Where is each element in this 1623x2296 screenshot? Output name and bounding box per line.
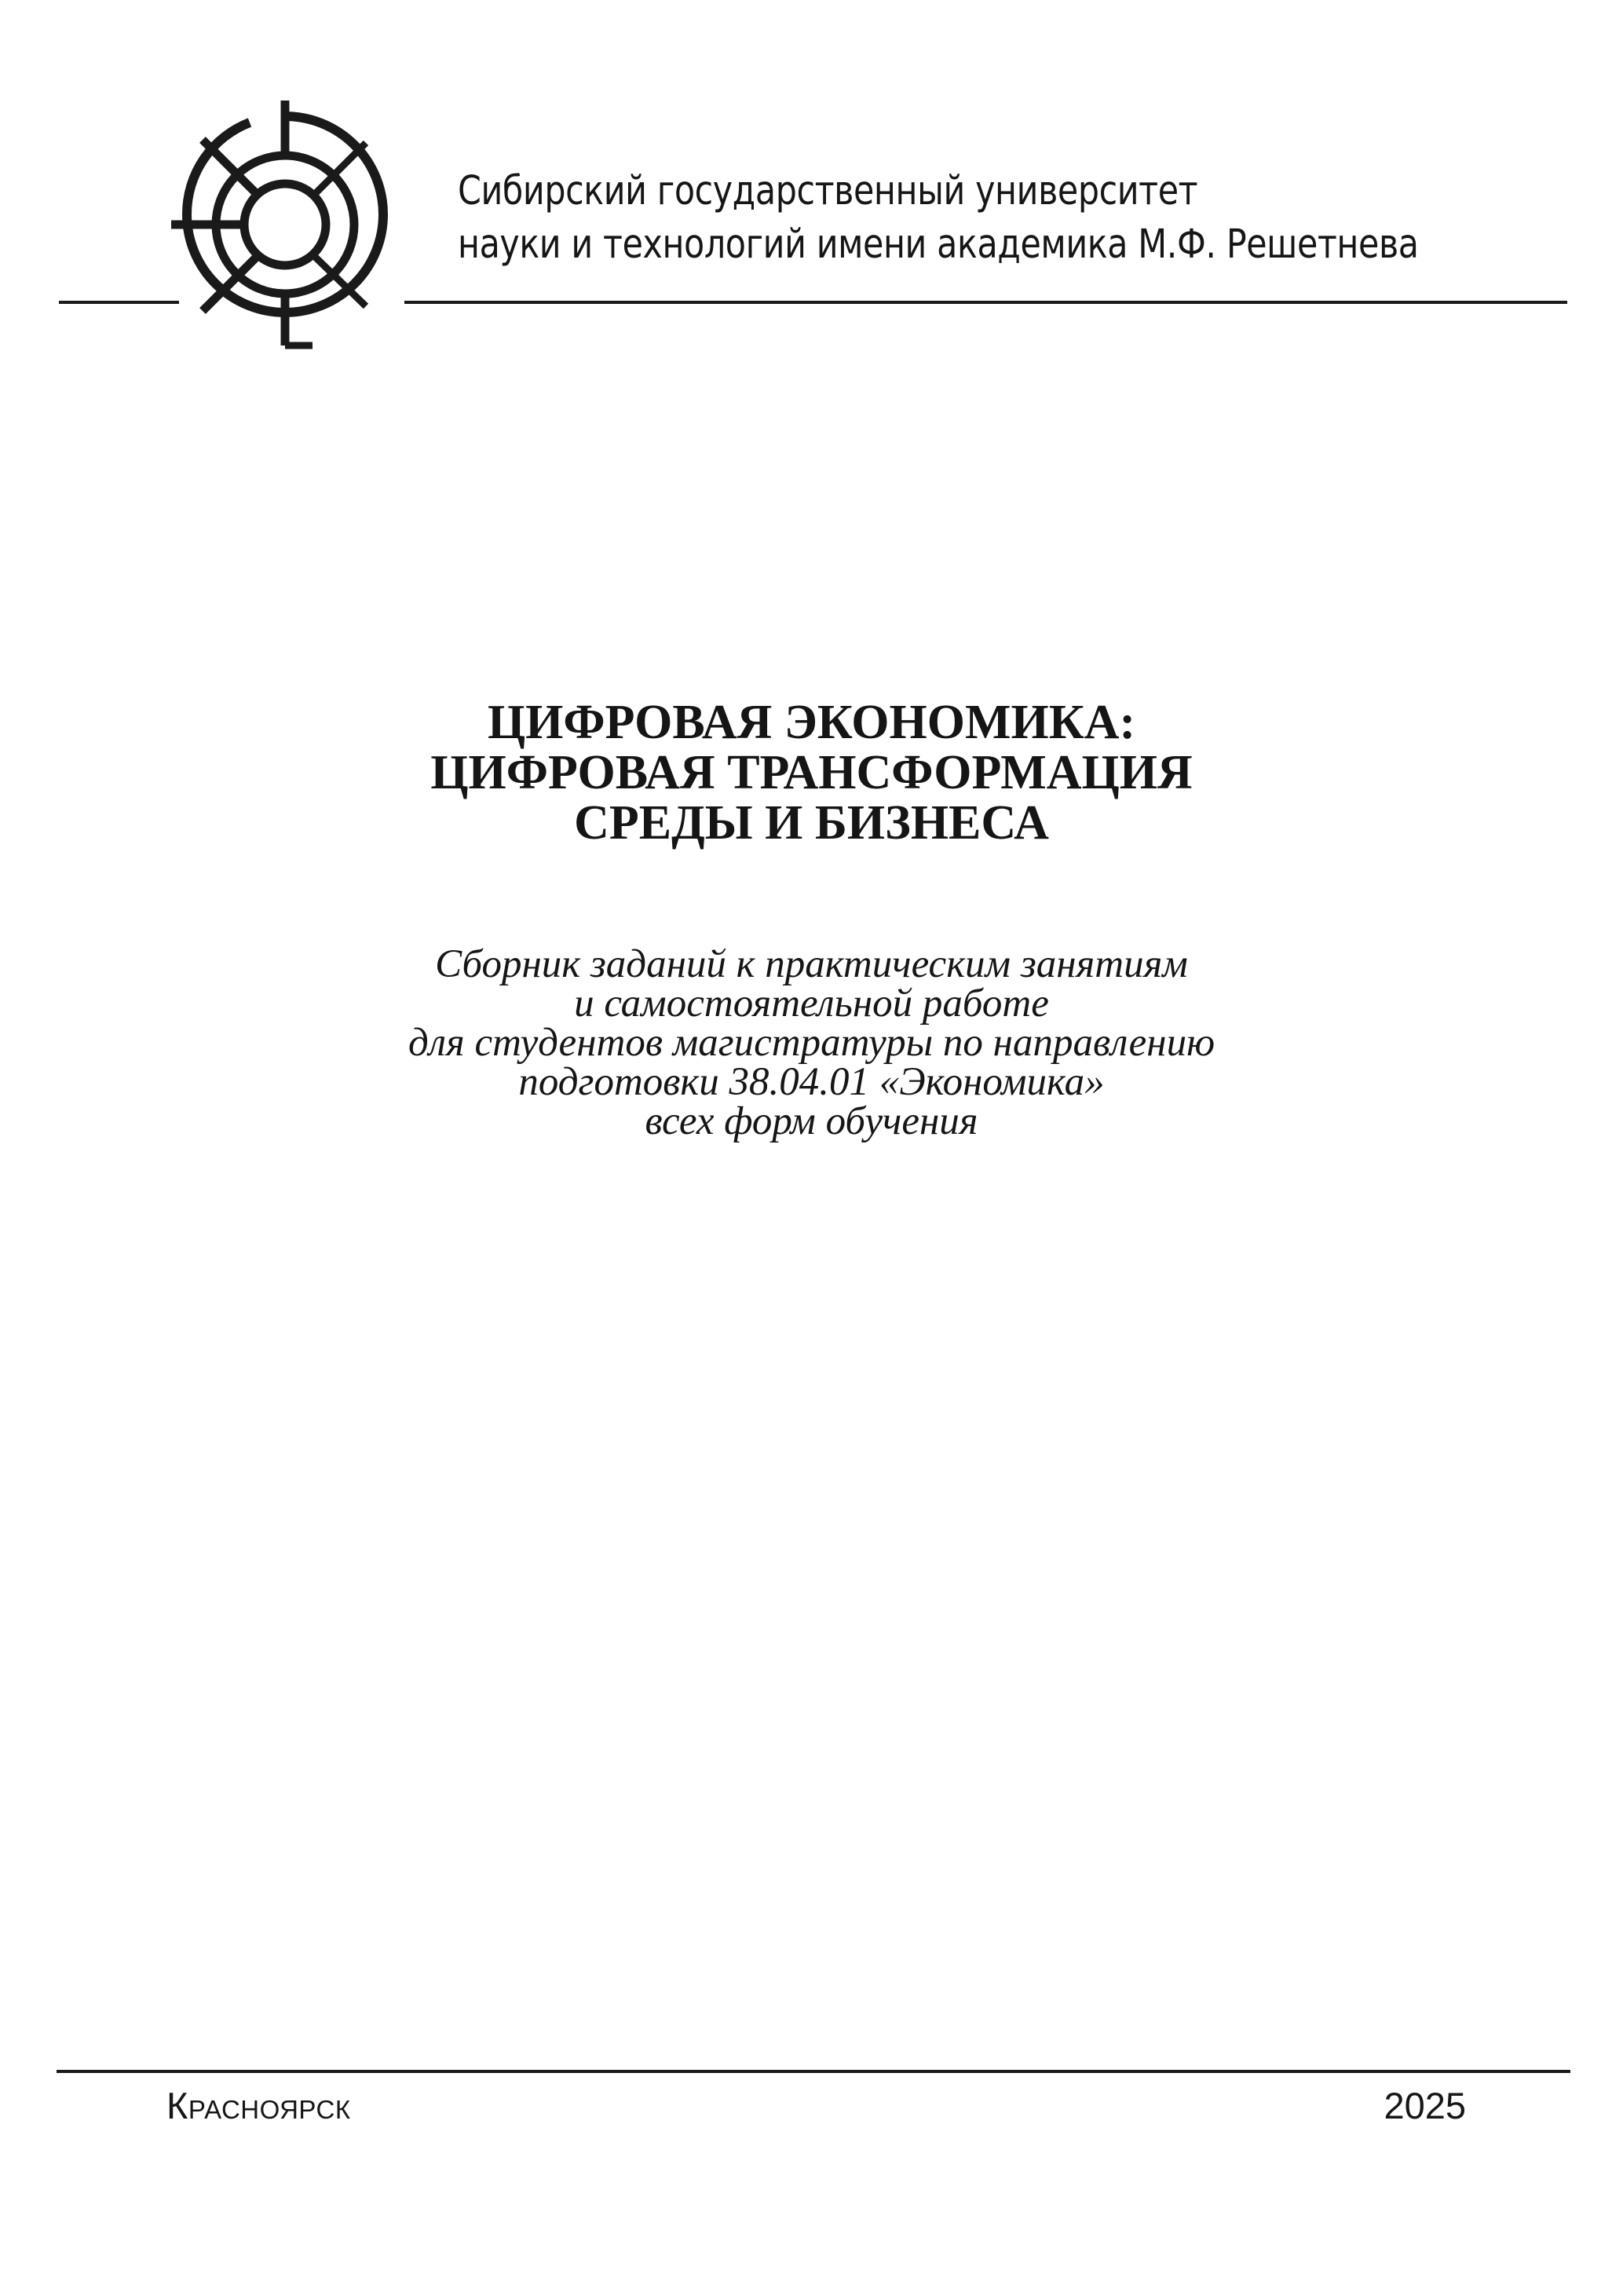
publication-year: 2025 [1384,2085,1466,2126]
university-name-line-1: Сибирский государственный университет [458,168,1198,214]
subtitle-line-3: для студентов магистратуры по направлению [408,1021,1215,1065]
footer-rule [57,2070,1570,2073]
document-subtitle [0,942,1623,1143]
title-line-3: СРЕДЫ И БИЗНЕСА [574,796,1049,850]
subtitle-line-5: всех форм обучения [645,1099,978,1143]
header-rule-left [59,301,179,304]
header-rule-right [404,301,1567,304]
university-name [458,165,1419,272]
document-title [0,697,1623,848]
subtitle-line-1: Сборник заданий к практическим занятиям [435,942,1188,986]
title-line-1: ЦИФРОВАЯ ЭКОНОМИКА: [487,696,1136,749]
subtitle-line-2: и самостоятельной работе [574,982,1049,1026]
university-name-line-2: науки и технологий имени академика М.Ф. Решетнева [458,221,1419,268]
publication-city: Красноярск [166,2085,351,2126]
title-line-2: ЦИФРОВАЯ ТРАНСФОРМАЦИЯ [430,746,1193,799]
subtitle-line-4: подготовки 38.04.01 «Экономика» [518,1060,1105,1104]
university-emblem-icon [171,101,399,350]
